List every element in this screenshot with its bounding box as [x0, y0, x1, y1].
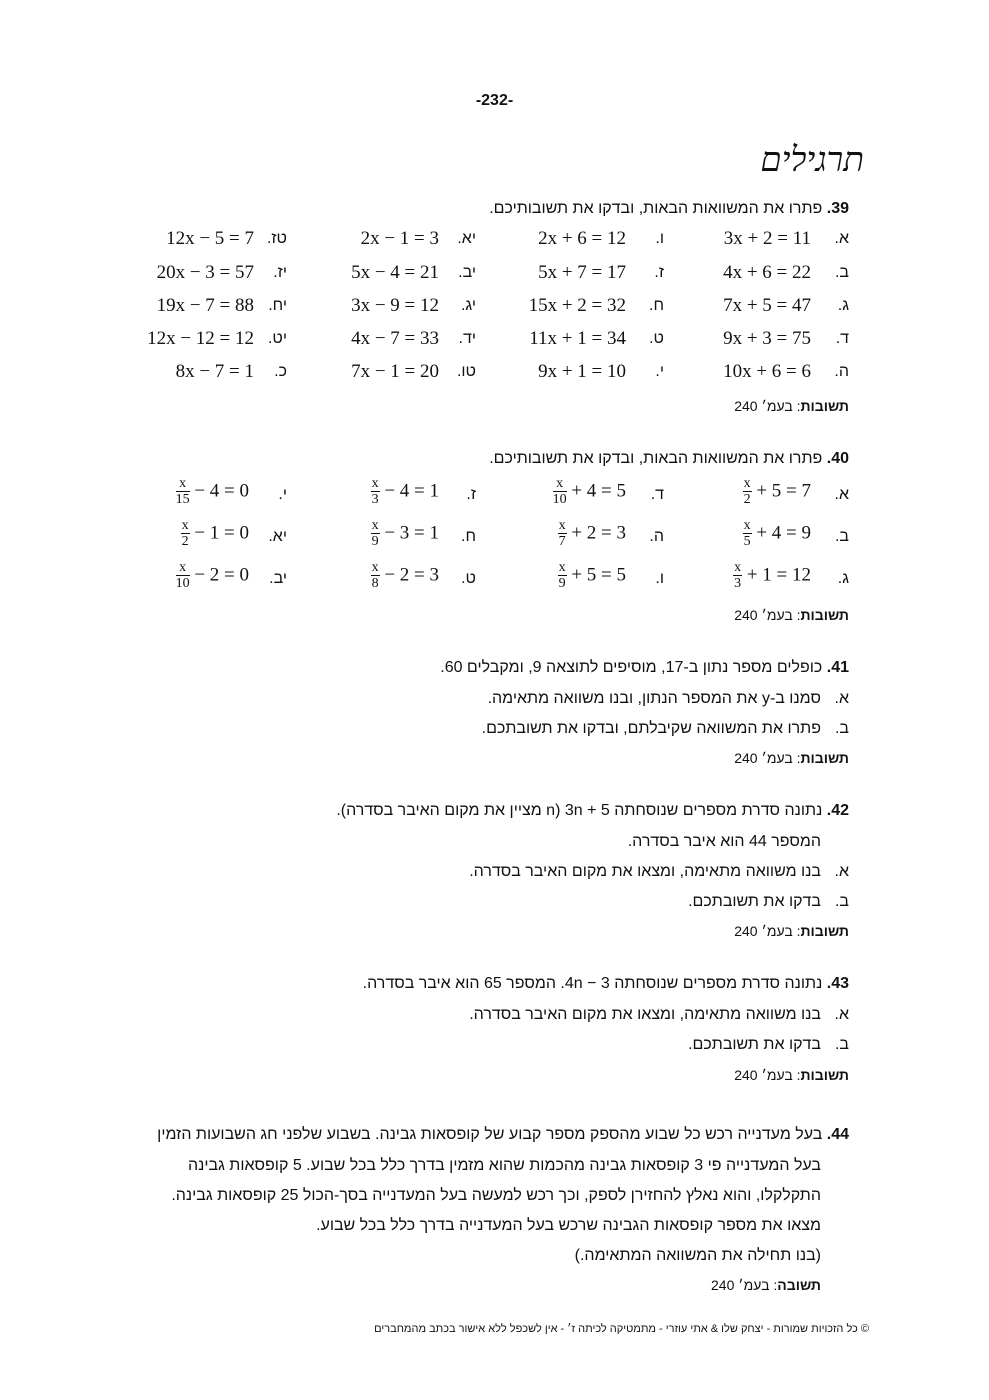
equation-rest: − 2 = 0 — [194, 564, 249, 586]
q41-part-a — [488, 690, 849, 708]
q39-item-equation: 5x + 7 = 17 — [538, 262, 626, 283]
q40-item-equation — [558, 518, 626, 549]
fraction-denominator: 8 — [371, 576, 379, 591]
q39-item-equation: 12x − 12 = 12 — [147, 328, 254, 349]
q39-item-equation: 15x + 2 = 32 — [528, 295, 626, 316]
q39-item-equation: 2x + 6 = 12 — [538, 228, 626, 249]
q39-item-equation: 10x + 6 = 6 — [723, 361, 811, 382]
q40-answer — [734, 607, 849, 623]
q40-item-label: י. — [278, 486, 287, 503]
equation-rest: + 2 = 3 — [571, 522, 626, 544]
fraction — [553, 476, 567, 507]
fraction — [176, 476, 190, 507]
fraction — [558, 518, 567, 549]
q39-item-equation: 8x − 7 = 1 — [175, 361, 254, 382]
q39-item-equation: 2x − 1 = 3 — [360, 228, 439, 249]
q43-number: 43. — [826, 975, 849, 992]
fraction-numerator: x — [176, 560, 190, 576]
q44-line5: (בנו תחילה את המשוואה המתאימה.) — [574, 1247, 821, 1264]
fraction-numerator: x — [371, 518, 379, 533]
q43-b-label: ב. — [834, 1036, 849, 1053]
q39-item-label: יא. — [457, 230, 476, 247]
q39-item-equation: 12x − 5 = 7 — [166, 228, 254, 249]
fraction-denominator: 2 — [181, 534, 189, 549]
q42-prompt — [336, 802, 849, 820]
q43-part-a — [469, 1006, 849, 1024]
q40-item-label: ח. — [461, 528, 476, 545]
q42-part-a — [469, 863, 849, 881]
q40-item-label: ו. — [655, 570, 664, 587]
q39-item-label: טז. — [266, 230, 287, 247]
q40-item-equation — [733, 560, 811, 591]
q39-item-equation: 3x + 2 = 11 — [723, 228, 811, 249]
q39-item-label: יד. — [458, 330, 476, 347]
equation-rest: + 5 = 5 — [571, 564, 626, 586]
q40-item-equation — [743, 518, 811, 549]
q42-a-text: בנו משוואה מתאימה, ומצאו את מקום האיבר בסדרה. — [469, 863, 821, 880]
fraction-denominator: 10 — [175, 576, 190, 591]
q40-item-label: יא. — [268, 528, 287, 545]
q39-item-label: ד. — [835, 330, 849, 347]
q41-number: 41. — [826, 659, 849, 676]
fraction-denominator: 7 — [558, 534, 566, 549]
q40-item-equation — [743, 476, 811, 507]
equation-rest: − 4 = 1 — [384, 480, 439, 502]
q39-item-label: יח. — [268, 297, 287, 314]
q40-item-label: ד. — [650, 486, 664, 503]
fraction — [733, 560, 742, 591]
equation-rest: − 3 = 1 — [384, 522, 439, 544]
q41-prompt — [440, 659, 849, 677]
equation-rest: + 5 = 7 — [756, 480, 811, 502]
q39-item-label: ה. — [834, 363, 849, 380]
q40-item-equation — [371, 476, 439, 507]
q39-text: פתרו את המשוואות הבאות, ובדקו את תשובותיכם. — [489, 200, 823, 217]
q41-a-text: סמנו ב-y את המספר הנתון, ובנו משוואה מתאימה. — [487, 690, 821, 707]
page-number: -232- — [475, 92, 514, 109]
fraction — [743, 518, 752, 549]
q39-item-label: יב. — [458, 264, 476, 281]
q39-item-equation: 4x + 6 = 22 — [723, 262, 811, 283]
q41-answer-text: : בעמ׳ 240 — [734, 750, 801, 766]
q44-line4: מצאו את מספר קופסאות הגבינה שרכש בעל המעדנייה בדרך כלל בכל שבוע. — [316, 1217, 821, 1234]
fraction-numerator: x — [734, 560, 742, 575]
q39-item-label: ח. — [649, 297, 664, 314]
fraction-denominator: 2 — [743, 492, 751, 507]
q39-item-label: ג. — [837, 297, 849, 314]
q40-item-label: ז. — [466, 486, 476, 503]
q40-text: פתרו את המשוואות הבאות, ובדקו את תשובותיכם. — [489, 450, 823, 467]
q41-b-text: פתרו את המשוואה שקיבלתם, ובדקו את תשובתכם. — [481, 720, 821, 737]
equation-rest: − 4 = 0 — [194, 480, 249, 502]
fraction-numerator: x — [743, 518, 751, 533]
q39-item-label: י. — [655, 363, 664, 380]
fraction-denominator: 10 — [552, 492, 567, 507]
q43-a-text: בנו משוואה מתאימה, ומצאו את מקום האיבר בסדרה. — [469, 1006, 821, 1023]
q44-line1 — [157, 1126, 849, 1144]
fraction — [181, 518, 190, 549]
q44-answer-text: : בעמ׳ 240 — [711, 1277, 778, 1293]
fraction-denominator: 9 — [371, 534, 379, 549]
equation-rest: + 4 = 5 — [571, 480, 626, 502]
q41-answer-label: תשובות — [800, 750, 849, 766]
q41-a-label: א. — [834, 690, 849, 707]
fraction-numerator: x — [743, 476, 751, 491]
fraction-numerator: x — [371, 560, 379, 575]
q39-item-label: א. — [834, 230, 849, 247]
q41-text: כופלים מספר נתון ב-17, מוסיפים לתוצאה 9, ומקבלים 60. — [440, 659, 823, 676]
q39-item-label: יט. — [267, 330, 287, 347]
q39-answer-text: : בעמ׳ 240 — [734, 398, 801, 414]
q42-answer — [734, 923, 849, 939]
q39-item-equation: 7x + 5 = 47 — [723, 295, 811, 316]
q39-item-equation: 4x − 7 = 33 — [351, 328, 439, 349]
q43-b-text: בדקו את תשובתכם. — [688, 1036, 821, 1053]
q40-item-label: יב. — [269, 570, 287, 587]
fraction — [371, 518, 380, 549]
q43-answer — [734, 1067, 849, 1083]
q42-number: 42. — [826, 802, 849, 819]
q43-a-label: א. — [834, 1006, 849, 1023]
q43-text: נתונה סדרת מספרים שנוסחתה 4n − 3. המספר 65 הוא איבר בסדרה. — [362, 975, 823, 992]
q39-prompt — [489, 200, 849, 218]
q42-a-label: א. — [834, 863, 849, 880]
q39-item-equation: 5x − 4 = 21 — [351, 262, 439, 283]
q39-item-equation: 9x + 3 = 75 — [723, 328, 811, 349]
q42-b-label: ב. — [834, 893, 849, 910]
fraction-numerator: x — [371, 476, 379, 491]
q43-prompt — [363, 975, 849, 993]
q41-b-label: ב. — [834, 720, 849, 737]
fraction-numerator: x — [553, 476, 567, 492]
fraction-denominator: 15 — [175, 492, 190, 507]
q42-answer-label: תשובות — [800, 923, 849, 939]
q44-line2: בעל המעדנייה פי 3 קופסאות גבינה מהכמות שהוא מזמין בדרך כלל בכל שבוע. 5 קופסאות גבינה — [187, 1157, 821, 1174]
fraction-numerator: x — [558, 518, 566, 533]
q40-item-label: ט. — [461, 570, 476, 587]
q39-item-equation: 19x − 7 = 88 — [156, 295, 254, 316]
q44-answer — [711, 1277, 821, 1293]
q40-number: 40. — [826, 450, 849, 467]
q40-prompt — [489, 450, 849, 468]
q40-answer-text: : בעמ׳ 240 — [734, 607, 801, 623]
page-title: תרגילים — [760, 140, 864, 180]
fraction-denominator: 3 — [734, 576, 742, 591]
fraction — [371, 560, 380, 591]
q40-item-equation — [176, 476, 249, 507]
equation-rest: − 1 = 0 — [194, 522, 249, 544]
fraction — [371, 476, 380, 507]
q39-item-equation: 20x − 3 = 57 — [156, 262, 254, 283]
q39-item-label: ב. — [834, 264, 849, 281]
q39-number: 39. — [826, 200, 849, 217]
q40-item-label: ה. — [649, 528, 664, 545]
q43-part-b — [688, 1036, 849, 1054]
fraction — [743, 476, 752, 507]
q39-item-label: ו. — [655, 230, 664, 247]
q39-item-equation: 7x − 1 = 20 — [351, 361, 439, 382]
q39-answer-label: תשובות — [800, 398, 849, 414]
fraction-denominator: 9 — [558, 576, 566, 591]
q43-answer-label: תשובות — [800, 1067, 849, 1083]
q39-item-equation: 11x + 1 = 34 — [529, 328, 626, 349]
q44-number: 44. — [826, 1126, 849, 1143]
q44-line3: התקלקלו, והוא נאלץ להחזירן לספק, וכך רכש למעשה בעל המעדנייה בסך-הכול 25 קופסאות גבינה. — [171, 1187, 821, 1204]
q41-answer — [734, 750, 849, 766]
q41-part-b — [482, 720, 849, 738]
q39-item-label: יג. — [460, 297, 476, 314]
fraction-numerator: x — [558, 560, 566, 575]
q42-part-b — [688, 893, 849, 911]
q42-line2: המספר 44 הוא איבר בסדרה. — [627, 833, 821, 850]
q39-item-equation: 9x + 1 = 10 — [538, 361, 626, 382]
q44-text-1: בעל מעדנייה רכש כל שבוע מהספק מספר קבוע של קופסאות גבינה. בשבוע שלפני חג השבועות הזמין — [157, 1126, 823, 1143]
q40-answer-label: תשובות — [800, 607, 849, 623]
fraction-numerator: x — [176, 476, 190, 492]
q40-item-equation — [176, 560, 249, 591]
q42-answer-text: : בעמ׳ 240 — [734, 923, 801, 939]
fraction-numerator: x — [181, 518, 189, 533]
q39-item-label: כ. — [274, 363, 287, 380]
q42-b-text: בדקו את תשובתכם. — [688, 893, 821, 910]
q40-item-equation — [558, 560, 626, 591]
fraction-denominator: 3 — [371, 492, 379, 507]
equation-rest: + 1 = 12 — [746, 564, 811, 586]
q40-item-label: א. — [834, 486, 849, 503]
q43-answer-text: : בעמ׳ 240 — [734, 1067, 801, 1083]
q40-item-equation — [553, 476, 626, 507]
q40-item-label: ג. — [837, 570, 849, 587]
q40-item-equation — [371, 518, 439, 549]
fraction — [558, 560, 567, 591]
q39-item-label: ט. — [649, 330, 664, 347]
equation-rest: + 4 = 9 — [756, 522, 811, 544]
q39-answer — [734, 398, 849, 414]
q40-item-label: ב. — [834, 528, 849, 545]
q44-answer-label: תשובה — [777, 1277, 821, 1293]
q40-item-equation — [371, 560, 439, 591]
q39-item-label: ז. — [654, 264, 664, 281]
q39-item-label: יז. — [273, 264, 287, 281]
q39-item-label: טו. — [456, 363, 476, 380]
q42-text: נתונה סדרת מספרים שנוסחתה 3n + 5 (n מציין את מקום האיבר בסדרה). — [336, 802, 823, 819]
fraction — [176, 560, 190, 591]
equation-rest: − 2 = 3 — [384, 564, 439, 586]
fraction-denominator: 5 — [743, 534, 751, 549]
q40-item-equation — [181, 518, 249, 549]
q39-item-equation: 3x − 9 = 12 — [351, 295, 439, 316]
copyright-footer: © כל הזכויות שמורות - יצחק שלו & אתי עוזרי - מתמטיקה לכיתה ז׳ - אין לשכפל ללא אישור בכתב מהמחברים — [374, 1323, 869, 1335]
